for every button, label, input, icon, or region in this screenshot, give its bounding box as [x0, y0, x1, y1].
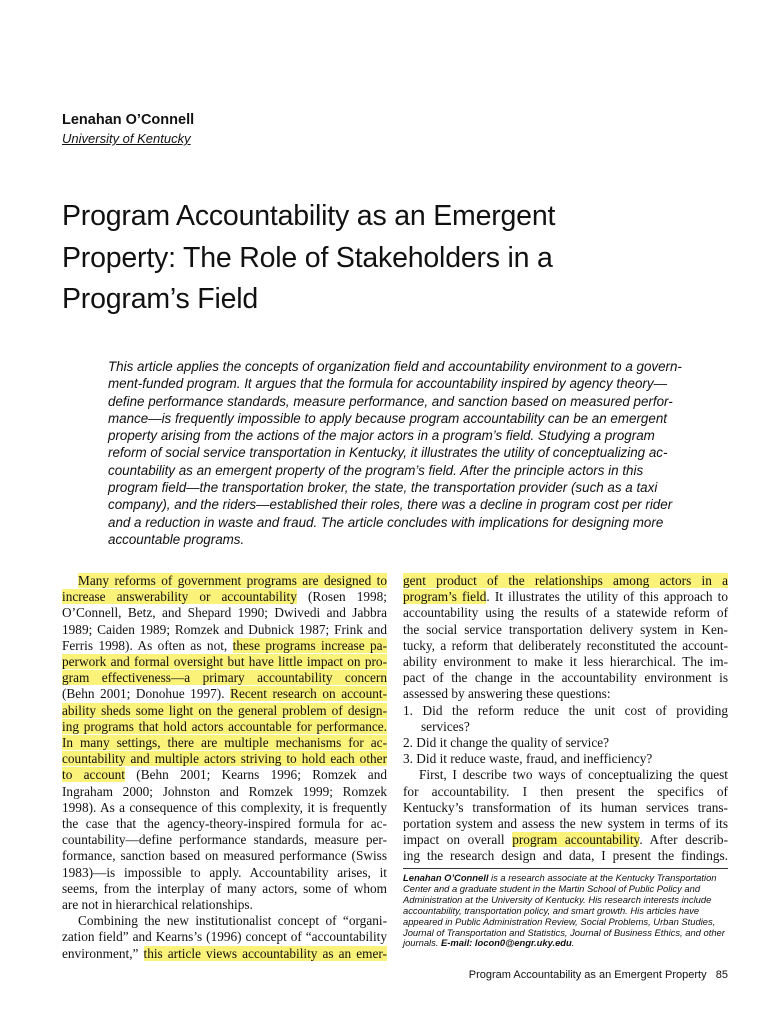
body-line	[62, 686, 387, 702]
abstract-line: This article applies the concepts of organization field and accountability environment to a govern-	[108, 359, 682, 374]
footnote-text: is a research associate at the Kentucky Transportation	[488, 872, 717, 883]
body-column-left	[62, 573, 387, 962]
abstract-line: and a reduction in waste and fraud. The article concludes with implications for designing more	[108, 514, 664, 530]
body-text: Ferris 1998). As often as not,	[62, 637, 233, 653]
body-text: (Behn 2001; Kearns 1996; Romzek and	[124, 767, 387, 783]
question-item: 3. Did it reduce waste, fraud, and inefficiency?	[403, 751, 653, 767]
body-line	[62, 638, 387, 654]
body-line: for accountability. I then present the specifics of	[403, 783, 728, 799]
highlight: ability sheds some light on the general problem of design-	[62, 702, 387, 718]
title-line: Program Accountability as an Emergent	[62, 200, 556, 232]
body-line: are not in hierarchical relationships.	[62, 897, 253, 913]
running-footer-title: Program Accountability as an Emergent Property	[468, 969, 707, 981]
body-line: 1998). As a consequence of this complexity, it is frequently	[62, 799, 387, 815]
body-line: portation system and assess the new system in terms of its	[403, 816, 728, 832]
body-line	[62, 703, 387, 719]
highlight: Many reforms of government programs are designed to	[78, 573, 387, 588]
abstract-line: company), and the riders—established their roles, there was a decline in program cost per rider	[108, 497, 673, 513]
body-line: 1989; Caiden 1989; Romzek and Dubnick 1987; Frink and	[62, 621, 387, 637]
body-line	[62, 767, 387, 783]
footnote-line	[403, 938, 728, 949]
body-line	[62, 654, 387, 670]
running-footer	[469, 969, 728, 981]
question-item-continued: services?	[421, 718, 470, 734]
footnote-divider	[403, 868, 728, 869]
body-column-right	[403, 573, 728, 865]
body-line: the social service transportation delivery system in Ken-	[403, 621, 728, 637]
body-line	[403, 832, 728, 848]
body-line: seems, from the interplay of many actors, some of whom	[62, 880, 387, 896]
body-line	[62, 751, 387, 767]
highlight: these programs increase pa-	[232, 637, 387, 653]
footnote-line: accountability, transportation policy, and smart growth. His articles have	[403, 904, 700, 916]
article-title	[62, 196, 662, 321]
body-line: the case that the agency-theory-inspired formula for ac-	[62, 816, 387, 832]
body-line: tucky, a reform that deliberately reconstituted the account-	[403, 637, 728, 653]
footnote-author-name: Lenahan O’Connell	[403, 872, 489, 883]
body-line: pact of the change in the accountability environment is	[403, 670, 728, 686]
abstract-line: ment-funded program. It argues that the formula for accountability inspired by agency theory—	[108, 376, 667, 392]
body-text: (Behn 2001; Donohue 1997).	[62, 686, 231, 702]
abstract-line: reform of social service transportation in Kentucky, it illustrates the utility of conceptualizing ac-	[108, 445, 668, 461]
body-line: assessed by answering these questions:	[403, 686, 611, 702]
body-text: . After describ-	[639, 832, 729, 848]
author-name: Lenahan O’Connell	[62, 112, 195, 128]
body-line: Ingraham 2000; Johnston and Romzek 1999; Romzek	[62, 783, 387, 799]
abstract-line: define performance standards, measure performance, and sanction based on measured perfor-	[108, 393, 673, 409]
highlight: gram effectiveness—a primary accountability concern	[62, 670, 387, 686]
abstract-line: mance—is frequently impossible to apply because program accountability can be an emergent	[108, 410, 667, 426]
page-number: 85	[715, 969, 728, 981]
question-item: 2. Did it change the quality of service?	[403, 735, 610, 751]
body-text: (Rosen 1998;	[296, 589, 387, 605]
body-line: zation field” and Kearns’s (1996) concept of “accountability	[62, 929, 387, 945]
body-line	[403, 573, 728, 589]
highlight: Recent research on account-	[230, 686, 387, 702]
abstract-line: program field—the transportation broker, the state, the transportation provider (such as a taxi	[108, 480, 658, 496]
body-text: . It illustrates the utility of this approach to	[486, 589, 728, 605]
author-affiliation: University of Kentucky	[62, 131, 191, 146]
footnote-line: Journal of Transportation and Statistics, Journal of Business Ethics, and other	[403, 926, 725, 938]
footnote-line: Center and a graduate student in the Martin School of Public Policy and	[403, 882, 701, 894]
highlight: perwork and formal oversight but have little impact on pro-	[62, 654, 387, 670]
footnote-line: appeared in Public Administration Review, Social Problems, Urban Studies,	[403, 915, 716, 927]
body-line	[403, 589, 728, 605]
highlight: program’s field	[403, 589, 487, 605]
question-item: 1. Did the reform reduce the unit cost of providing	[403, 702, 728, 718]
body-line: accountability using the results of a statewide reform of	[403, 605, 728, 621]
title-line: Property: The Role of Stakeholders in a	[62, 241, 553, 274]
body-line: formance, sanction based on measured performance (Swiss	[62, 848, 387, 864]
body-line: First, I describe two ways of conceptualizing the quest	[419, 767, 728, 783]
highlight: program accountability	[512, 832, 640, 848]
body-text: environment,”	[62, 945, 144, 961]
abstract-line: accountable programs.	[108, 531, 245, 547]
body-line	[62, 573, 387, 589]
footnote-text: .	[571, 937, 575, 949]
author-block	[62, 111, 462, 147]
highlight: this article views accountability as an emer-	[143, 945, 387, 961]
highlight: to account	[62, 767, 125, 783]
highlight: increase answerability or accountability	[62, 589, 297, 605]
abstract-line: property arising from the actions of the major actors in a program’s field. Studying a program	[108, 428, 655, 444]
body-line: Kentucky’s transformation of its human services trans-	[403, 799, 728, 815]
body-text: impact on overall	[403, 832, 513, 848]
body-line	[62, 589, 387, 605]
body-line: 1983)—is impossible to apply. Accountability arises, it	[62, 864, 387, 880]
body-line: countability—define performance standards, measure per-	[62, 832, 387, 848]
body-line: ability environment to make it less hierarchical. The im-	[403, 654, 728, 670]
footnote-text: journals.	[403, 937, 442, 949]
body-line	[62, 719, 387, 735]
highlight: gent product of the relationships among actors in a	[403, 573, 728, 588]
highlight: countability and multiple actors striving to hold each other	[62, 751, 387, 767]
body-line	[62, 946, 387, 962]
body-line: O’Connell, Betz, and Shepard 1990; Dwivedi and Jabbra	[62, 605, 387, 621]
footnote-line: Administration at the University of Kentucky. His research interests include	[403, 893, 712, 905]
body-line: ing the research design and data, I present the findings.	[403, 848, 728, 864]
body-line	[62, 670, 387, 686]
body-line: Combining the new institutionalist concept of “organi-	[78, 913, 387, 929]
abstract-line: countability as an emergent property of the program’s field. After the principle actors in this	[108, 462, 644, 478]
title-line: Program’s Field	[62, 283, 259, 315]
body-line	[62, 735, 387, 751]
highlight: ing programs that hold actors accountable for performance.	[62, 718, 387, 734]
highlight: In many settings, there are multiple mechanisms for ac-	[62, 735, 387, 751]
abstract	[108, 358, 698, 548]
author-footnote	[403, 873, 728, 949]
footnote-email: E-mail: locon0@engr.uky.edu	[441, 937, 572, 949]
